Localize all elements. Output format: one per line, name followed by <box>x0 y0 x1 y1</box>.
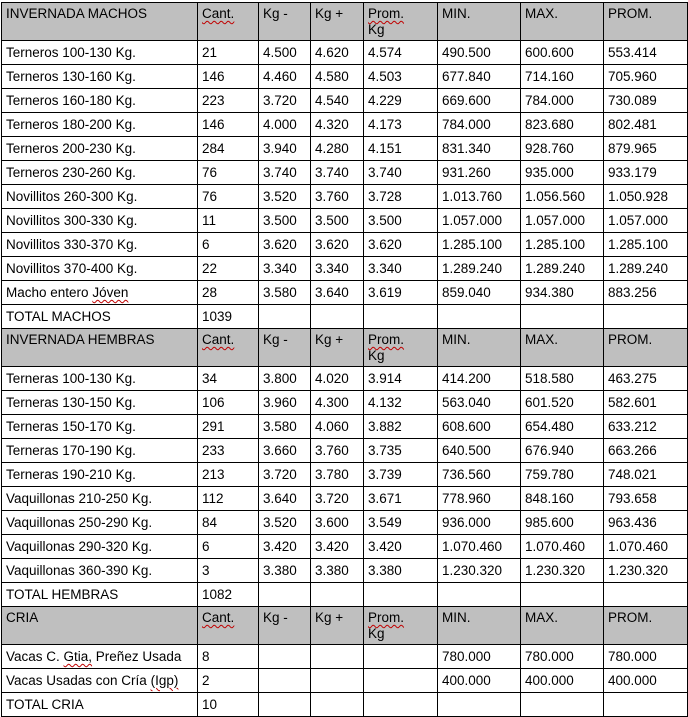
price-avg-cell: 883.256 <box>604 281 688 305</box>
price-min-cell: 1.057.000 <box>438 209 521 233</box>
col-header-cant <box>198 3 259 41</box>
price-max-cell: 935.000 <box>521 161 604 185</box>
col-header-cant <box>198 329 259 367</box>
table-row <box>2 439 688 463</box>
count-cell: 213 <box>198 463 259 487</box>
table-row <box>2 487 688 511</box>
total-row <box>2 693 688 717</box>
avg-kg-cell: 3.619 <box>364 281 438 305</box>
empty-cell <box>311 305 364 329</box>
price-max-cell: 1.056.560 <box>521 185 604 209</box>
category-cell: Novillitos 370-400 Kg. <box>2 257 198 281</box>
avg-kg-cell: 3.420 <box>364 535 438 559</box>
col-header-prom: PROM. <box>604 607 688 645</box>
col-header-kg-minus: Kg - <box>259 329 311 367</box>
spellcheck-underline: Jóven <box>92 285 129 300</box>
table-row <box>2 535 688 559</box>
avg-kg-cell: 3.671 <box>364 487 438 511</box>
kg-max-cell: 3.740 <box>311 161 364 185</box>
price-avg-cell: 400.000 <box>604 669 688 693</box>
category-cell: Terneras 190-210 Kg. <box>2 463 198 487</box>
category-cell: Terneros 180-200 Kg. <box>2 113 198 137</box>
count-cell: 76 <box>198 161 259 185</box>
kg-max-cell: 3.600 <box>311 511 364 535</box>
count-cell: 11 <box>198 209 259 233</box>
count-cell: 84 <box>198 511 259 535</box>
empty-cell <box>438 583 521 607</box>
kg-min-cell: 3.800 <box>259 367 311 391</box>
price-min-cell: 1.285.100 <box>438 233 521 257</box>
col-header-max: MAX. <box>521 3 604 41</box>
price-avg-cell: 1.230.320 <box>604 559 688 583</box>
price-max-cell: 518.580 <box>521 367 604 391</box>
price-min-cell: 677.840 <box>438 65 521 89</box>
avg-kg-cell <box>364 669 438 693</box>
empty-cell <box>604 693 688 717</box>
price-avg-cell: 1.057.000 <box>604 209 688 233</box>
count-cell: 284 <box>198 137 259 161</box>
col-header-kg-plus: Kg + <box>311 607 364 645</box>
col-header-prom: PROM. <box>604 3 688 41</box>
empty-cell <box>521 693 604 717</box>
count-cell: 233 <box>198 439 259 463</box>
price-avg-cell: 1.070.460 <box>604 535 688 559</box>
count-cell: 291 <box>198 415 259 439</box>
price-min-cell: 563.040 <box>438 391 521 415</box>
avg-kg-cell <box>364 645 438 669</box>
section-header-row <box>2 329 688 367</box>
count-cell: 146 <box>198 113 259 137</box>
category-cell: Terneros 230-260 Kg. <box>2 161 198 185</box>
price-min-cell: 780.000 <box>438 645 521 669</box>
price-max-cell: 848.160 <box>521 487 604 511</box>
col-header-kg-minus: Kg - <box>259 3 311 41</box>
livestock-price-table <box>1 2 688 717</box>
price-min-cell: 669.600 <box>438 89 521 113</box>
table-row <box>2 137 688 161</box>
price-avg-cell: 463.275 <box>604 367 688 391</box>
price-avg-cell: 633.212 <box>604 415 688 439</box>
price-avg-cell: 705.960 <box>604 65 688 89</box>
kg-max-cell: 4.620 <box>311 41 364 65</box>
count-cell: 223 <box>198 89 259 113</box>
empty-cell <box>438 693 521 717</box>
price-avg-cell: 793.658 <box>604 487 688 511</box>
price-avg-cell: 730.089 <box>604 89 688 113</box>
spellcheck-underline: Cant. <box>202 6 235 21</box>
kg-max-cell: 3.620 <box>311 233 364 257</box>
avg-kg-cell: 3.380 <box>364 559 438 583</box>
price-max-cell: 400.000 <box>521 669 604 693</box>
count-cell: 6 <box>198 535 259 559</box>
avg-kg-cell: 4.503 <box>364 65 438 89</box>
avg-kg-cell: 4.173 <box>364 113 438 137</box>
kg-min-cell: 3.740 <box>259 161 311 185</box>
count-cell: 22 <box>198 257 259 281</box>
avg-kg-cell: 4.574 <box>364 41 438 65</box>
kg-max-cell: 4.280 <box>311 137 364 161</box>
table-row <box>2 463 688 487</box>
table-row <box>2 209 688 233</box>
price-max-cell: 654.480 <box>521 415 604 439</box>
kg-max-cell: 3.500 <box>311 209 364 233</box>
kg-max-cell: 3.720 <box>311 487 364 511</box>
total-count-cell: 1082 <box>198 583 259 607</box>
price-max-cell: 1.289.240 <box>521 257 604 281</box>
table-row <box>2 161 688 185</box>
table-row <box>2 65 688 89</box>
kg-min-cell: 3.620 <box>259 233 311 257</box>
price-max-cell: 784.000 <box>521 89 604 113</box>
col-header-prom-kg: Prom. Kg <box>364 329 438 367</box>
empty-cell <box>364 583 438 607</box>
avg-kg-cell: 3.620 <box>364 233 438 257</box>
price-min-cell: 784.000 <box>438 113 521 137</box>
category-cell: Terneros 130-160 Kg. <box>2 65 198 89</box>
category-cell: Macho entero Jóven <box>2 281 198 305</box>
section-title-cell: INVERNADA MACHOS <box>2 3 198 41</box>
category-cell: Terneras 150-170 Kg. <box>2 415 198 439</box>
avg-kg-cell: 4.229 <box>364 89 438 113</box>
col-header-min: MIN. <box>438 329 521 367</box>
count-cell: 76 <box>198 185 259 209</box>
empty-cell <box>311 583 364 607</box>
empty-cell <box>364 693 438 717</box>
section-title-cell: CRIA <box>2 607 198 645</box>
col-header-prom-kg: Prom. Kg <box>364 3 438 41</box>
kg-max-cell <box>311 669 364 693</box>
price-max-cell: 934.380 <box>521 281 604 305</box>
kg-min-cell: 3.380 <box>259 559 311 583</box>
kg-min-cell: 3.580 <box>259 415 311 439</box>
price-avg-cell: 933.179 <box>604 161 688 185</box>
price-avg-cell: 1.285.100 <box>604 233 688 257</box>
count-cell: 112 <box>198 487 259 511</box>
kg-min-cell: 3.720 <box>259 89 311 113</box>
total-row <box>2 305 688 329</box>
col-header-kg-minus: Kg - <box>259 607 311 645</box>
table-row <box>2 415 688 439</box>
price-max-cell: 823.680 <box>521 113 604 137</box>
kg-max-cell: 3.380 <box>311 559 364 583</box>
price-max-cell: 1.070.460 <box>521 535 604 559</box>
price-max-cell: 1.230.320 <box>521 559 604 583</box>
table-row <box>2 559 688 583</box>
table-row <box>2 281 688 305</box>
price-min-cell: 936.000 <box>438 511 521 535</box>
empty-cell <box>259 305 311 329</box>
price-min-cell: 1.289.240 <box>438 257 521 281</box>
category-cell: Vaquillonas 360-390 Kg. <box>2 559 198 583</box>
empty-cell <box>438 305 521 329</box>
empty-cell <box>311 693 364 717</box>
count-cell: 106 <box>198 391 259 415</box>
empty-cell <box>259 693 311 717</box>
empty-cell <box>259 583 311 607</box>
kg-min-cell: 3.580 <box>259 281 311 305</box>
price-avg-cell: 963.436 <box>604 511 688 535</box>
avg-kg-cell: 3.340 <box>364 257 438 281</box>
spellcheck-underline: Prom. <box>368 332 405 347</box>
count-cell: 6 <box>198 233 259 257</box>
price-max-cell: 714.160 <box>521 65 604 89</box>
category-cell: Terneros 100-130 Kg. <box>2 41 198 65</box>
kg-min-cell: 3.340 <box>259 257 311 281</box>
price-max-cell: 985.600 <box>521 511 604 535</box>
kg-min-cell: 3.720 <box>259 463 311 487</box>
kg-min-cell: 3.940 <box>259 137 311 161</box>
kg-max-cell: 4.320 <box>311 113 364 137</box>
category-cell: Vaquillonas 290-320 Kg. <box>2 535 198 559</box>
price-avg-cell: 748.021 <box>604 463 688 487</box>
spellcheck-underline: Prom. <box>368 610 405 625</box>
kg-min-cell: 3.520 <box>259 185 311 209</box>
table-row <box>2 367 688 391</box>
category-cell: Terneras 100-130 Kg. <box>2 367 198 391</box>
price-min-cell: 778.960 <box>438 487 521 511</box>
col-header-kg-plus: Kg + <box>311 3 364 41</box>
avg-kg-cell: 3.740 <box>364 161 438 185</box>
kg-min-cell: 3.500 <box>259 209 311 233</box>
table-row <box>2 645 688 669</box>
kg-max-cell: 4.580 <box>311 65 364 89</box>
total-label-cell: TOTAL MACHOS <box>2 305 198 329</box>
empty-cell <box>521 583 604 607</box>
price-min-cell: 414.200 <box>438 367 521 391</box>
total-row <box>2 583 688 607</box>
kg-min-cell <box>259 669 311 693</box>
kg-max-cell: 4.300 <box>311 391 364 415</box>
kg-min-cell: 4.000 <box>259 113 311 137</box>
avg-kg-cell: 4.132 <box>364 391 438 415</box>
price-min-cell: 400.000 <box>438 669 521 693</box>
price-avg-cell: 582.601 <box>604 391 688 415</box>
avg-kg-cell: 3.500 <box>364 209 438 233</box>
spellcheck-underline: Gtia, <box>63 649 93 664</box>
kg-min-cell: 3.660 <box>259 439 311 463</box>
empty-cell <box>604 583 688 607</box>
price-min-cell: 1.013.760 <box>438 185 521 209</box>
price-avg-cell: 1.289.240 <box>604 257 688 281</box>
total-count-cell: 1039 <box>198 305 259 329</box>
count-cell: 34 <box>198 367 259 391</box>
count-cell: 28 <box>198 281 259 305</box>
table-body <box>2 3 688 717</box>
price-avg-cell: 663.266 <box>604 439 688 463</box>
spellcheck-underline: Prom. <box>368 6 405 21</box>
spellcheck-underline: Cant. <box>202 332 235 347</box>
section-header-row <box>2 3 688 41</box>
price-min-cell: 490.500 <box>438 41 521 65</box>
count-cell: 3 <box>198 559 259 583</box>
empty-cell <box>364 305 438 329</box>
table-row <box>2 185 688 209</box>
kg-min-cell: 3.520 <box>259 511 311 535</box>
price-max-cell: 676.940 <box>521 439 604 463</box>
section-header-row <box>2 607 688 645</box>
empty-cell <box>521 305 604 329</box>
count-cell: 8 <box>198 645 259 669</box>
col-header-max: MAX. <box>521 329 604 367</box>
price-max-cell: 1.285.100 <box>521 233 604 257</box>
empty-cell <box>604 305 688 329</box>
col-header-kg-plus: Kg + <box>311 329 364 367</box>
spellcheck-underline: (Igp) <box>150 673 179 688</box>
category-cell: Terneros 160-180 Kg. <box>2 89 198 113</box>
kg-min-cell <box>259 645 311 669</box>
kg-max-cell <box>311 645 364 669</box>
spellcheck-underline: Cant. <box>202 610 235 625</box>
table-row <box>2 669 688 693</box>
table-row <box>2 391 688 415</box>
kg-min-cell: 3.420 <box>259 535 311 559</box>
kg-max-cell: 3.780 <box>311 463 364 487</box>
total-label-cell: TOTAL CRIA <box>2 693 198 717</box>
col-header-max: MAX. <box>521 607 604 645</box>
kg-max-cell: 3.340 <box>311 257 364 281</box>
category-cell: Vacas Usadas con Cría (Igp) <box>2 669 198 693</box>
price-min-cell: 640.500 <box>438 439 521 463</box>
kg-max-cell: 4.060 <box>311 415 364 439</box>
avg-kg-cell: 3.549 <box>364 511 438 535</box>
category-cell: Novillitos 300-330 Kg. <box>2 209 198 233</box>
price-min-cell: 831.340 <box>438 137 521 161</box>
price-max-cell: 600.600 <box>521 41 604 65</box>
price-avg-cell: 879.965 <box>604 137 688 161</box>
kg-max-cell: 3.640 <box>311 281 364 305</box>
price-min-cell: 1.230.320 <box>438 559 521 583</box>
count-cell: 21 <box>198 41 259 65</box>
price-min-cell: 1.070.460 <box>438 535 521 559</box>
kg-max-cell: 3.760 <box>311 439 364 463</box>
kg-max-cell: 4.020 <box>311 367 364 391</box>
kg-max-cell: 3.420 <box>311 535 364 559</box>
price-avg-cell: 553.414 <box>604 41 688 65</box>
category-cell: Vaquillonas 210-250 Kg. <box>2 487 198 511</box>
category-cell: Novillitos 330-370 Kg. <box>2 233 198 257</box>
price-min-cell: 859.040 <box>438 281 521 305</box>
price-max-cell: 601.520 <box>521 391 604 415</box>
table-row <box>2 257 688 281</box>
price-min-cell: 608.600 <box>438 415 521 439</box>
kg-max-cell: 4.540 <box>311 89 364 113</box>
section-title-cell: INVERNADA HEMBRAS <box>2 329 198 367</box>
table-row <box>2 41 688 65</box>
category-cell: Terneras 170-190 Kg. <box>2 439 198 463</box>
price-max-cell: 1.057.000 <box>521 209 604 233</box>
category-cell: Vacas C. Gtia, Preñez Usada <box>2 645 198 669</box>
kg-min-cell: 3.960 <box>259 391 311 415</box>
avg-kg-cell: 4.151 <box>364 137 438 161</box>
avg-kg-cell: 3.728 <box>364 185 438 209</box>
avg-kg-cell: 3.914 <box>364 367 438 391</box>
price-max-cell: 928.760 <box>521 137 604 161</box>
table-row <box>2 89 688 113</box>
col-header-prom-kg: Prom. Kg <box>364 607 438 645</box>
count-cell: 2 <box>198 669 259 693</box>
price-max-cell: 759.780 <box>521 463 604 487</box>
avg-kg-cell: 3.882 <box>364 415 438 439</box>
category-cell: Novillitos 260-300 Kg. <box>2 185 198 209</box>
avg-kg-cell: 3.735 <box>364 439 438 463</box>
table-row <box>2 511 688 535</box>
col-header-cant <box>198 607 259 645</box>
total-label-cell: TOTAL HEMBRAS <box>2 583 198 607</box>
table-row <box>2 233 688 257</box>
count-cell: 146 <box>198 65 259 89</box>
price-min-cell: 931.260 <box>438 161 521 185</box>
col-header-prom: PROM. <box>604 329 688 367</box>
kg-min-cell: 4.460 <box>259 65 311 89</box>
total-count-cell: 10 <box>198 693 259 717</box>
price-avg-cell: 780.000 <box>604 645 688 669</box>
price-max-cell: 780.000 <box>521 645 604 669</box>
kg-min-cell: 4.500 <box>259 41 311 65</box>
kg-min-cell: 3.640 <box>259 487 311 511</box>
price-avg-cell: 802.481 <box>604 113 688 137</box>
col-header-min: MIN. <box>438 607 521 645</box>
avg-kg-cell: 3.739 <box>364 463 438 487</box>
price-min-cell: 736.560 <box>438 463 521 487</box>
price-avg-cell: 1.050.928 <box>604 185 688 209</box>
table-row <box>2 113 688 137</box>
category-cell: Terneras 130-150 Kg. <box>2 391 198 415</box>
col-header-min: MIN. <box>438 3 521 41</box>
category-cell: Vaquillonas 250-290 Kg. <box>2 511 198 535</box>
kg-max-cell: 3.760 <box>311 185 364 209</box>
category-cell: Terneros 200-230 Kg. <box>2 137 198 161</box>
